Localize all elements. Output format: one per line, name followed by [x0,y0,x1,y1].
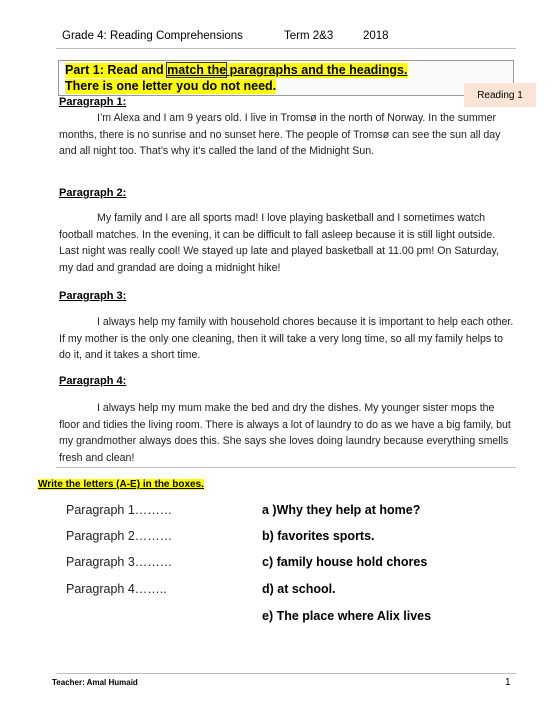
heading-option-b: b) favorites sports. [262,529,375,543]
header-title: Grade 4: Reading Comprehensions [62,30,243,42]
header-year: 2018 [363,30,389,42]
heading-option-c: c) family house hold chores [262,555,428,569]
paragraph-2-title: Paragraph 2: [59,187,127,199]
part-instruction-line-1: Part 1: Read and match the paragraphs and the headings. [65,63,408,77]
paragraph-4-title: Paragraph 4: [59,375,127,387]
page-header [62,30,520,44]
match-paragraph-2: Paragraph 2……… [66,529,173,543]
paragraph-2-text: My family and I are all sports mad! I love playing basketball and I sometimes watch football matches. In the evening, it can be difficult to fall asleep because it is still light outside. Last night was really cool! We stayed up late and played basketball at 11.00 pm! On Saturday, my dad and grandad are doing a midnight hike! [59,212,499,274]
part-instruction-box [58,60,514,96]
paragraph-1-title: Paragraph 1: [59,96,127,108]
match-the-highlight: match the [167,63,227,77]
match-paragraph-4: Paragraph 4…….. [66,582,167,596]
paragraph-3-title: Paragraph 3: [59,290,127,302]
reading-badge: Reading 1 [464,83,536,107]
paragraph-1-text: I’m Alexa and I am 9 years old. I live in Tromsø in the north of Norway. In the summer months, there is no sunrise and no sunset here. The people of Tromsø can see the sun all day and all night too. That’s why it’s called the land of the Midnight Sun. [59,112,501,157]
paragraph-4-text: I always help my mum make the bed and dry the dishes. My younger sister mops the floor and tidies the living room. There is always a lot of laundry to do as we have a big family, but my grandmother always does this. She says she loves doing laundry because everything smells fresh and clean! [59,402,511,464]
heading-option-d: d) at school. [262,582,336,596]
header-rule [56,48,516,49]
heading-option-a: a )Why they help at home? [262,503,421,517]
header-term: Term 2&3 [284,30,334,42]
page-number: 1 [505,677,511,688]
match-paragraph-3: Paragraph 3……… [66,555,173,569]
paragraph-3-text: I always help my family with household chores because it is important to help each other. If my mother is the only one cleaning, then it will take a very long time, so all my family helps to do it, and it takes a short time. [59,316,514,361]
section-rule [56,467,516,468]
footer-teacher: Teacher: Amal Humaid [52,678,138,687]
part-instruction-line-2: There is one letter you do not need. [65,79,277,93]
matching-instruction: Write the letters (A-E) in the boxes. [38,479,204,490]
heading-option-e: e) The place where Alix lives [262,609,432,623]
match-paragraph-1: Paragraph 1……… [66,503,173,517]
footer-rule [56,673,516,674]
